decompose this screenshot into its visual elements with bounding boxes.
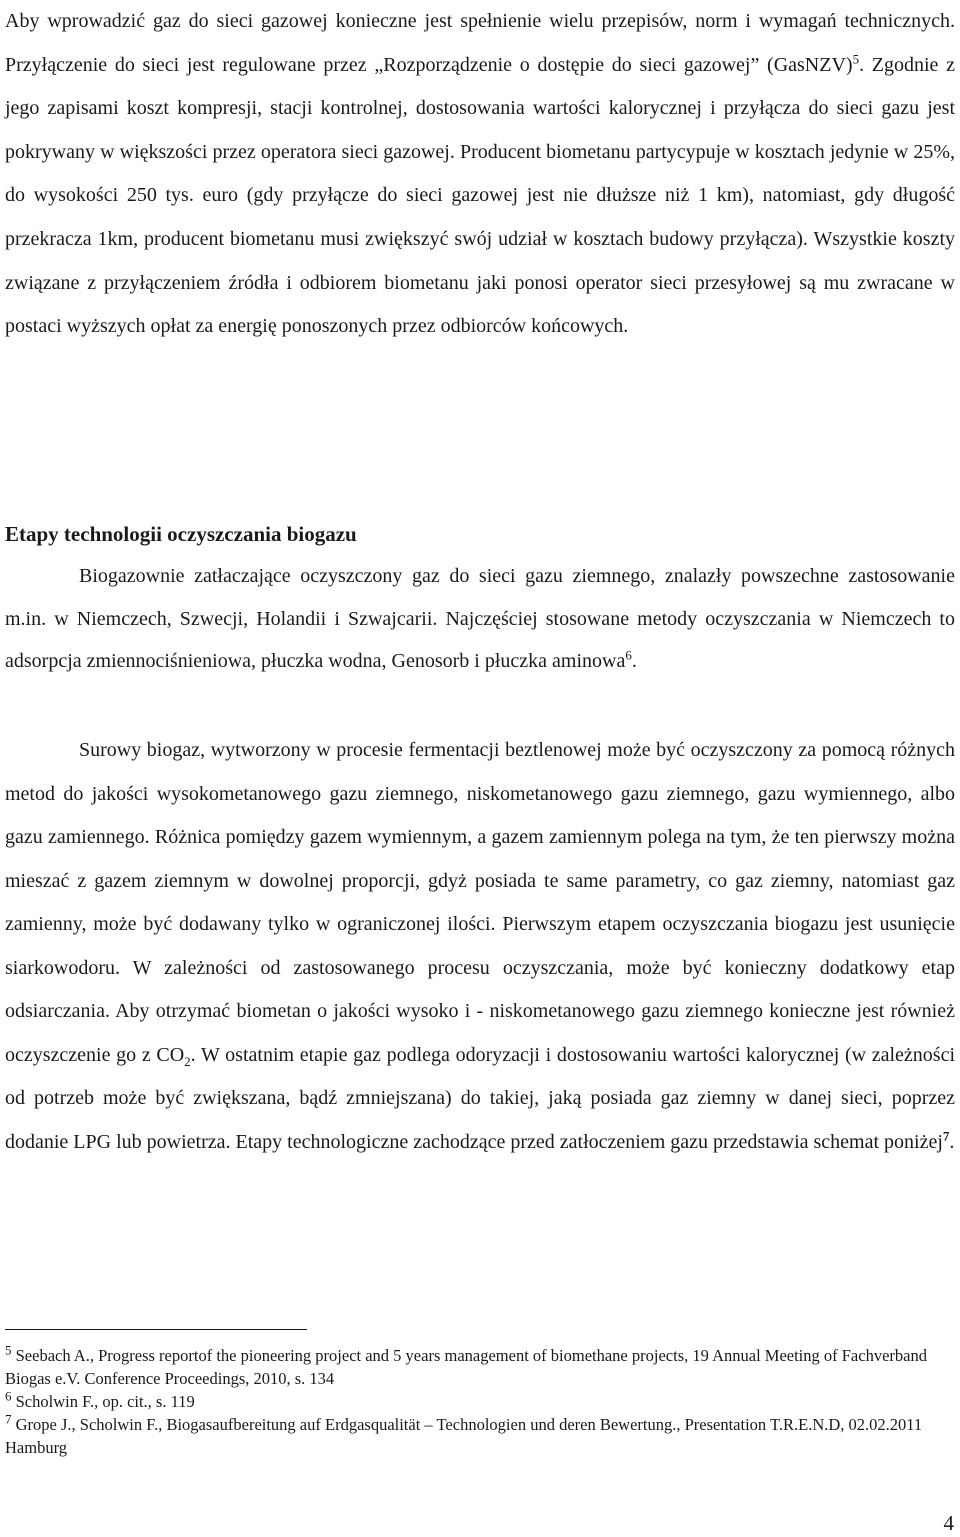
page-number: 4 xyxy=(943,1511,954,1535)
footnote-number: 6 xyxy=(5,1388,12,1404)
footnote-text: Seebach A., Progress reportof the pioneering project and 5 years management of biomethane projects, 19 Annual Meeting of Fachverband Biogas e.V. Conference Proceedings, 2010, s. 134 xyxy=(5,1346,927,1388)
paragraph-text: Biogazownie zatłaczające oczyszczony gaz do sieci gazu ziemnego, znalazły powszechne zastosowanie m.in. w Niemczech, Szwecji, Holandii i Szwajcarii. Najczęściej stosowane metody oczyszczania w Niemczech to adsorpcja zmiennociśnieniowa, płuczka wodna, Genosorb i płuczka aminowa xyxy=(5,565,955,672)
footnote-ref-6[interactable]: 6 xyxy=(625,647,632,663)
paragraph-text: . xyxy=(631,650,637,672)
subscript-2: 2 xyxy=(184,1053,191,1069)
footnote-divider xyxy=(5,1329,307,1330)
paragraph-biogas-plants xyxy=(5,555,955,683)
footnote-ref-5[interactable]: 5 xyxy=(852,50,860,66)
footnote-6 xyxy=(5,1390,955,1413)
footnote-7 xyxy=(5,1413,955,1459)
paragraph-gas-network-requirements xyxy=(5,0,955,349)
footnote-text: Grope J., Scholwin F., Biogasaufbereitung auf Erdgasqualität – Technologien und deren Bewertung., Presentation T.R.E.N.D, 02.02.2011 Hamburg xyxy=(5,1415,923,1457)
paragraph-text: . xyxy=(949,1130,955,1153)
paragraph-text: . Zgodnie z jego zapisami koszt kompresji, stacji kontrolnej, dostosowania wartości kalorycznej i przyłącza do sieci gazu jest pokrywany w większości przez operatora sieci gazowej. Producent biometanu partycypuje w kosztach jedynie w 25%, do wysokości 250 tys. euro (gdy przyłącze do sieci gazowej jest nie dłuższe niż 1 km), natomiast, gdy długość przekracza 1km, producent biometanu musi zwiększyć swój udział w kosztach budowy przyłącza). Wszystkie koszty związane z przyłączeniem źródła i odbiorem biometanu jaki ponosi operator sieci przesyłowej są mu zwracane w postaci wyższych opłat za energię ponoszonych przez odbiorców końcowych. xyxy=(5,53,956,338)
paragraph-text: . W ostatnim etapie gaz podlega odoryzacji i dostosowaniu wartości kalorycznej (w zależności od potrzeb może być zwiększana, bądź zmniejszana) do takiej, jaką posiada gaz ziemny w danej sieci, poprzez dodanie LPG lub powietrza. Etapy technologiczne zachodzące przed zatłoczeniem gazu przedstawia schemat poniżej xyxy=(5,1043,956,1153)
footnote-number: 7 xyxy=(5,1411,12,1427)
footnote-5 xyxy=(5,1344,955,1390)
footnote-number: 5 xyxy=(5,1342,12,1358)
footnotes xyxy=(5,1344,955,1459)
section-heading: Etapy technologii oczyszczania biogazu xyxy=(5,522,357,546)
footnote-ref-7[interactable]: 7 xyxy=(942,1127,950,1143)
paragraph-raw-biogas-purification xyxy=(5,729,955,1164)
paragraph-text: Surowy biogaz, wytworzony w procesie fermentacji beztlenowej może być oczyszczony za pomocą różnych metod do jakości wysokometanowego gazu ziemnego, niskometanowego gazu ziemnego, gazu wymiennego, albo gazu zamiennego. Różnica pomiędzy gazem wymiennym, a gazem zamiennym polega na tym, że ten pierwszy można mieszać z gazem ziemnym w dowolnej proporcji, gdyż posiada te same parametry, co gaz ziemny, natomiast gaz zamienny, może być dodawany tylko w ograniczonej ilości. Pierwszym etapem oczyszczania biogazu jest usunięcie siarkowodoru. W zależności od zastosowanego procesu oczyszczania, może być konieczny dodatkowy etap odsiarczania. Aby otrzymać biometan o jakości wysoko i - niskometanowego gazu ziemnego konieczne jest również oczyszczenie go z CO xyxy=(5,739,955,1066)
footnote-text: Scholwin F., op. cit., s. 119 xyxy=(11,1392,195,1411)
paragraph-text: Aby wprowadzić gaz do sieci gazowej konieczne jest spełnienie wielu przepisów, norm i wymagań technicznych. Przyłączenie do sieci jest regulowane przez „Rozporządzenie o dostępie do sieci gazowej” (GasNZV) xyxy=(5,10,955,76)
